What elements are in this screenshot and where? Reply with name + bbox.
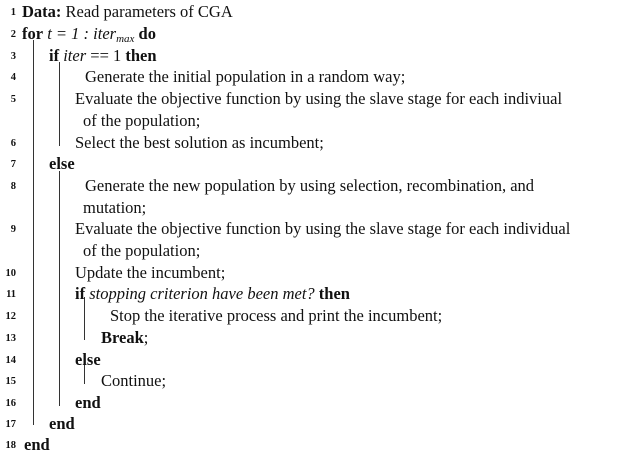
line-number: 9 (10, 224, 16, 235)
keyword: end (24, 435, 50, 454)
keyword: then (125, 46, 157, 65)
line-number: 1 (10, 7, 16, 18)
keyword: end (49, 414, 75, 433)
keyword: else (49, 154, 75, 173)
line-number: 3 (10, 51, 16, 62)
else-block-rule (59, 171, 60, 406)
keyword: if (49, 46, 60, 65)
line-number: 15 (5, 376, 16, 387)
keyword: Data: (22, 2, 62, 21)
keyword: else (75, 350, 101, 369)
keyword: end (75, 393, 101, 412)
for-block-rule (33, 40, 34, 425)
line-number: 5 (10, 94, 16, 105)
line-number: 2 (10, 29, 16, 40)
line-number: 16 (5, 398, 16, 409)
line-number: 13 (5, 333, 16, 344)
line-number: 6 (10, 138, 16, 149)
if-block-rule (59, 62, 60, 146)
line-number: 12 (5, 311, 16, 322)
keyword: do (134, 24, 156, 43)
keyword: Break (101, 328, 144, 347)
line-number: 7 (10, 159, 16, 170)
line-number: 17 (5, 419, 16, 430)
line-number: 10 (5, 268, 16, 279)
line-number: 11 (6, 289, 16, 300)
keyword: for (22, 24, 44, 43)
line-number: 8 (10, 181, 16, 192)
line-number: 18 (5, 440, 16, 451)
line-number: 14 (5, 355, 16, 366)
keyword: if (75, 284, 86, 303)
keyword: then (314, 284, 350, 303)
line-number: 4 (10, 72, 16, 83)
